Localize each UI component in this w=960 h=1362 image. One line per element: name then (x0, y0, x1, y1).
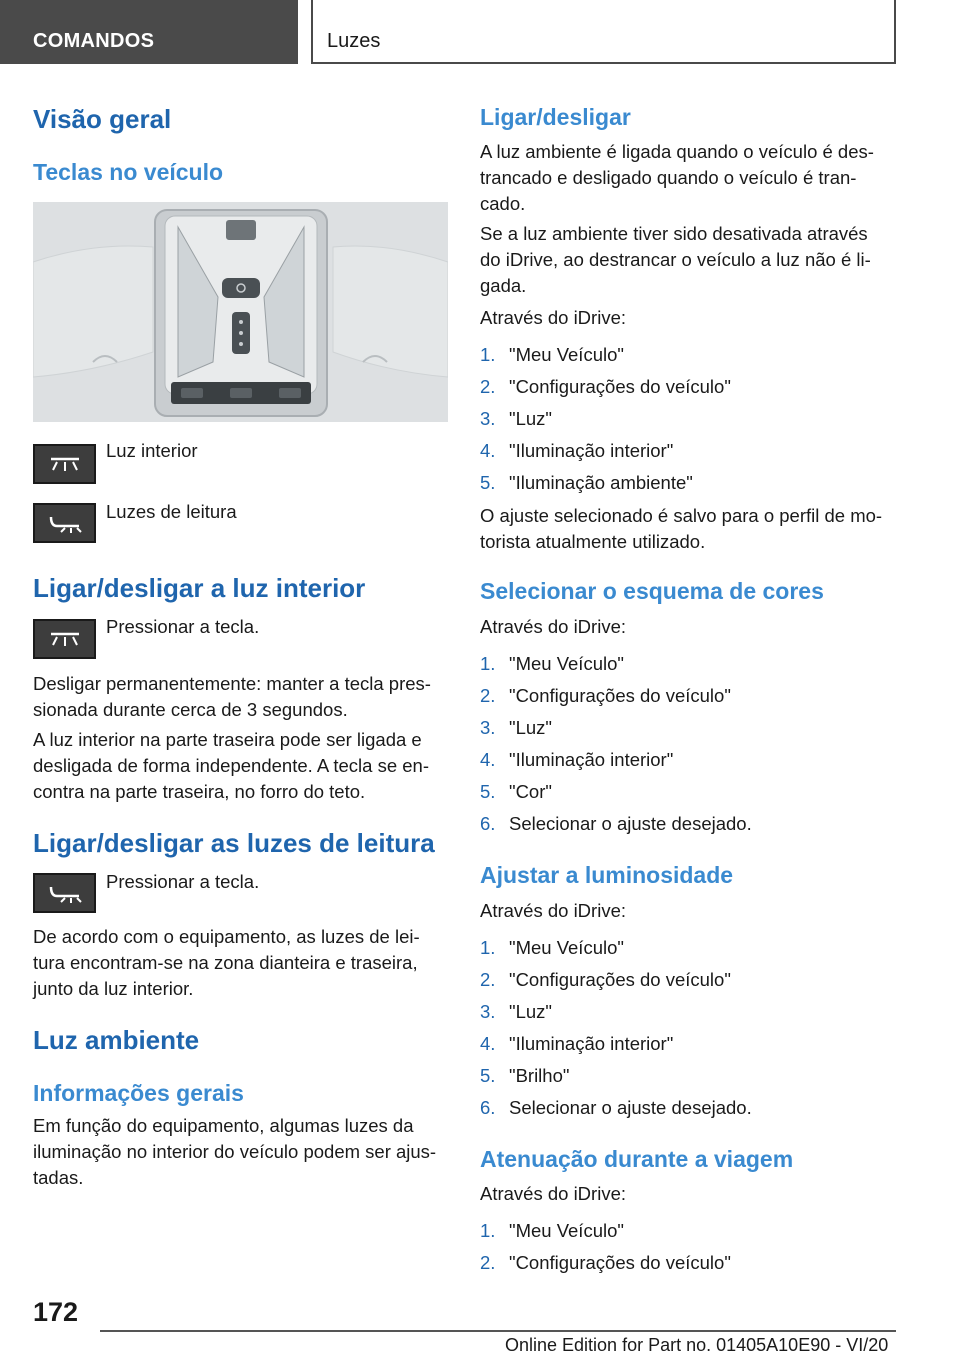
paragraph: Se a luz ambiente tiver sido desativada através (480, 223, 868, 244)
reading-light-key-icon (33, 503, 96, 543)
heading-reading-lights: Ligar/desligar as luzes de leitura (33, 828, 435, 858)
interior-press-text: Pressionar a tecla. (106, 616, 260, 637)
heading-overview: Visão geral (33, 104, 172, 134)
section-tab (0, 0, 298, 64)
page-number: 172 (33, 1297, 79, 1327)
paragraph: trancado e desligado quando o veículo é tran- (480, 167, 857, 188)
paragraph: junto da luz interior. (33, 978, 194, 999)
paragraph: Desligar permanentemente: manter a tecla pres- (33, 673, 431, 694)
interior-light-key-icon (33, 444, 96, 484)
paragraph: iluminação no interior do veículo podem ser ajus- (33, 1141, 437, 1162)
heading-general-info: Informações gerais (33, 1080, 244, 1106)
chapter-tab (311, 0, 896, 64)
interior-light-key-icon (33, 619, 96, 659)
section-title: COMANDOS (33, 30, 155, 52)
paragraph: A luz interior na parte traseira pode ser ligada e (33, 729, 422, 750)
idrive-intro: Através do iDrive: (480, 900, 626, 921)
idrive-intro: Através do iDrive: (480, 616, 626, 637)
paragraph: A luz ambiente é ligada quando o veículo é des- (480, 141, 874, 162)
heading-dimming: Atenuação durante a viagem (480, 1146, 794, 1172)
idrive-intro: Através do iDrive: (480, 307, 626, 328)
reading-press-text: Pressionar a tecla. (106, 871, 260, 892)
paragraph: Em função do equipamento, algumas luzes da (33, 1115, 414, 1136)
paragraph: O ajuste selecionado é salvo para o perfil de mo- (480, 505, 883, 526)
heading-brightness: Ajustar a luminosidade (480, 862, 734, 888)
paragraph: torista atualmente utilizado. (480, 531, 706, 552)
paragraph: desligada de forma independente. A tecla se en- (33, 755, 429, 776)
paragraph: gada. (480, 275, 527, 296)
heading-keys: Teclas no veículo (33, 159, 224, 185)
idrive-intro: Através do iDrive: (480, 1183, 626, 1204)
key-interior-label: Luz interior (106, 440, 198, 461)
heading-on-off: Ligar/desligar (480, 104, 631, 130)
edition-footer: Online Edition for Part no. 01405A10E90 - VI/20 (505, 1335, 889, 1355)
paragraph: contra na parte traseira, no forro do teto. (33, 781, 366, 802)
overhead-console-photo (33, 202, 448, 422)
paragraph: tura encontram-se na zona dianteira e traseira, (33, 952, 418, 973)
overhead-console-illustration (33, 202, 448, 422)
paragraph: tadas. (33, 1167, 84, 1188)
chapter-title: Luzes (327, 30, 381, 52)
key-reading-label: Luzes de leitura (106, 501, 237, 522)
paragraph: sionada durante cerca de 3 segundos. (33, 699, 348, 720)
footer-divider (100, 1330, 896, 1332)
paragraph: cado. (480, 193, 526, 214)
reading-light-key-icon (33, 873, 96, 913)
heading-interior-light: Ligar/desligar a luz interior (33, 573, 366, 603)
heading-color-scheme: Selecionar o esquema de cores (480, 578, 824, 604)
paragraph: De acordo com o equipamento, as luzes de lei- (33, 926, 420, 947)
heading-ambient-light: Luz ambiente (33, 1025, 200, 1055)
paragraph: do iDrive, ao destrancar o veículo a luz não é li- (480, 249, 871, 270)
